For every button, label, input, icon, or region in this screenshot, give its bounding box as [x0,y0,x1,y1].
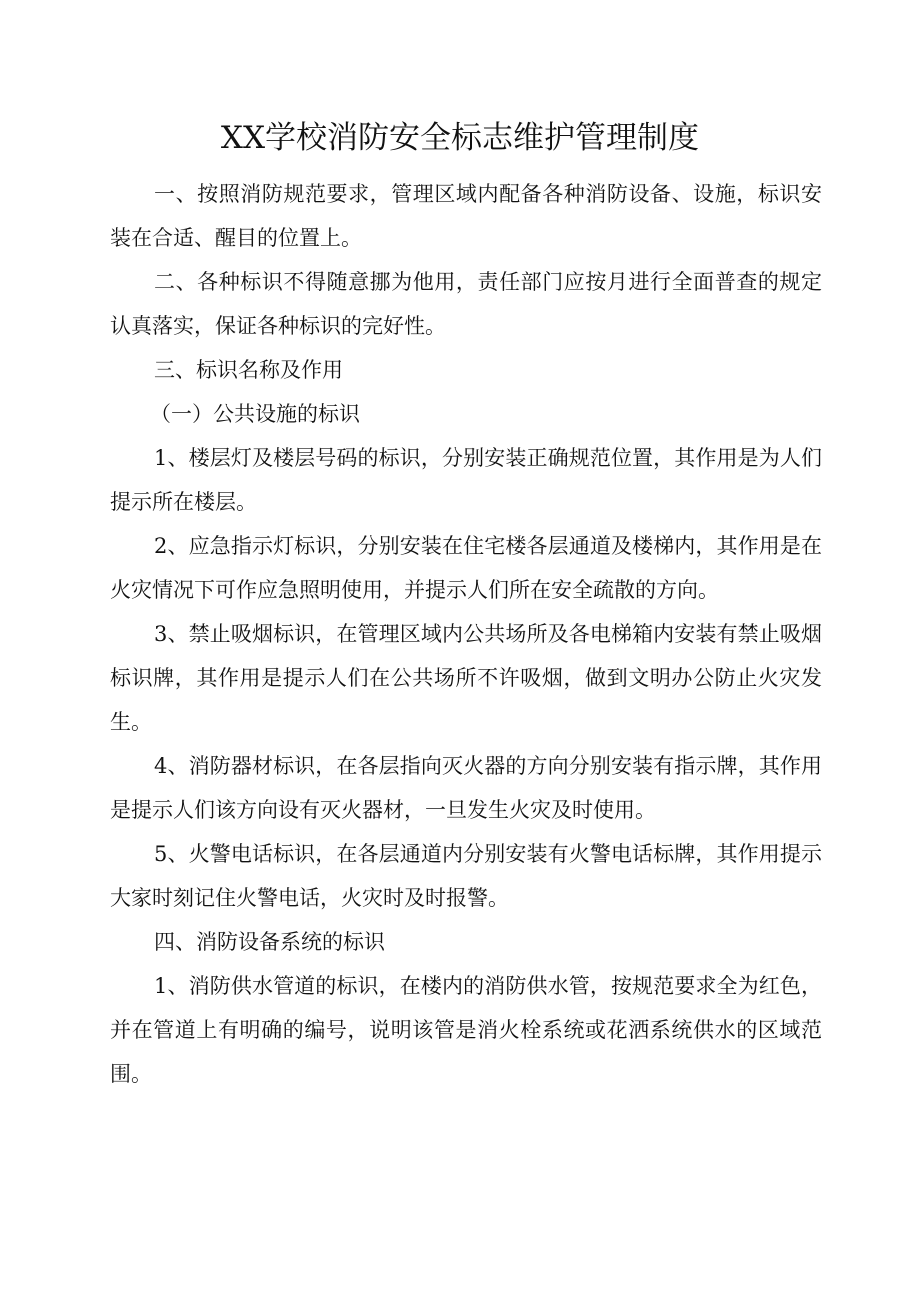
section-heading-3: 三、标识名称及作用 [154,358,343,382]
document-body [110,172,822,1096]
item-3: 3、禁止吸烟标识，在管理区域内公共场所及各电梯箱内安装有禁止吸烟标识牌，其作用是提示人们在公共场所不许吸烟，做到文明办公防止火灾发生。 [110,622,822,734]
paragraph-1: 一、按照消防规范要求，管理区域内配备各种消防设备、设施，标识安装在合适、醒目的位置上。 [110,182,822,250]
item-4: 4、消防器材标识，在各层指向灭火器的方向分别安装有指示牌，其作用是提示人们该方向设有灭火器材，一旦发生火灾及时使用。 [110,754,822,822]
subsection-heading-1: （一）公共设施的标识 [150,402,360,426]
section-heading-4: 四、消防设备系统的标识 [154,930,385,954]
item-4-1: 1、消防供水管道的标识，在楼内的消防供水管，按规范要求全为红色，并在管道上有明确的编号，说明该管是消火栓系统或花洒系统供水的区域范围。 [110,974,822,1086]
item-2: 2、应急指示灯标识，分别安装在住宅楼各层通道及楼梯内，其作用是在火灾情况下可作应急照明使用，并提示人们所在安全疏散的方向。 [110,534,822,602]
paragraph-2: 二、各种标识不得随意挪为他用，责任部门应按月进行全面普查的规定认真落实，保证各种标识的完好性。 [110,270,822,338]
item-1: 1、楼层灯及楼层号码的标识，分别安装正确规范位置，其作用是为人们提示所在楼层。 [110,446,822,514]
item-5: 5、火警电话标识，在各层通道内分别安装有火警电话标牌，其作用提示大家时刻记住火警电话，火灾时及时报警。 [110,842,822,910]
document-title: XX学校消防安全标志维护管理制度 [220,120,700,156]
